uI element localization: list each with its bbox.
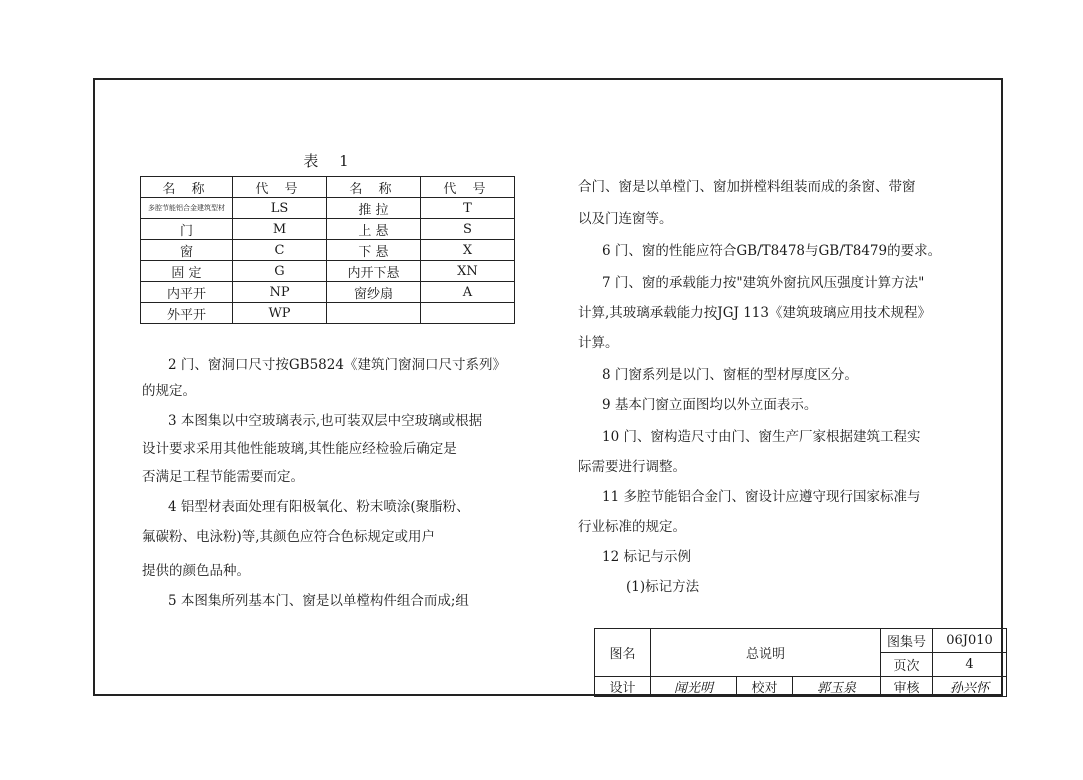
table-cell: LS: [233, 198, 327, 219]
table-row: [141, 303, 515, 324]
note-6: 6 门、窗的性能应符合GB/T8478与GB/T8479的要求。: [602, 243, 942, 259]
reviewer-label: 审核: [881, 677, 933, 697]
table-cell: 下 悬: [327, 240, 421, 261]
table-cell: 外平开: [141, 303, 233, 324]
table-cell: [327, 303, 421, 324]
note-10-line-1: 10 门、窗构造尺寸由门、窗生产厂家根据建筑工程实: [602, 429, 921, 445]
table-cell: 窗: [141, 240, 233, 261]
note-3-line-2: 设计要求采用其他性能玻璃,其性能应经检验后确定是: [142, 441, 457, 457]
note-4-line-2: 氟碳粉、电泳粉)等,其颜色应符合色标规定或用户: [142, 529, 436, 545]
table-cell: [421, 303, 515, 324]
table-cell: G: [233, 261, 327, 282]
table-cell: X: [421, 240, 515, 261]
note-2-line-1: 2 门、窗洞口尺寸按GB5824《建筑门窗洞口尺寸系列》: [168, 357, 506, 373]
table-cell: C: [233, 240, 327, 261]
table-cell: A: [421, 282, 515, 303]
note-5-line-1: 5 本图集所列基本门、窗是以单樘构件组合而成;组: [168, 593, 469, 609]
table-cell: 内平开: [141, 282, 233, 303]
reviewer-signature: 孙兴怀: [933, 677, 1007, 697]
table-cell: 窗纱扇: [327, 282, 421, 303]
table-cell: XN: [421, 261, 515, 282]
header-cell: 名 称: [141, 177, 233, 198]
atlas-number-value: 06J010: [933, 629, 1007, 653]
drawing-name-label: 图名: [595, 629, 651, 677]
table-cell: NP: [233, 282, 327, 303]
table-cell: 门: [141, 219, 233, 240]
code-table: [140, 176, 515, 324]
table-title: 表 1: [303, 152, 357, 170]
table-header-row: [141, 177, 515, 198]
designer-signature: 闻光明: [651, 677, 737, 697]
table-cell: T: [421, 198, 515, 219]
note-11-line-1: 11 多腔节能铝合金门、窗设计应遵守现行国家标准与: [602, 489, 921, 505]
note-8: 8 门窗系列是以门、窗框的型材厚度区分。: [602, 367, 858, 383]
note-9: 9 基本门窗立面图均以外立面表示。: [602, 397, 818, 413]
table-cell: 固 定: [141, 261, 233, 282]
drawing-name-value: 总说明: [651, 629, 881, 677]
checker-label: 校对: [737, 677, 793, 697]
note-7-line-2: 计算,其玻璃承载能力按JGJ 113《建筑玻璃应用技术规程》: [578, 305, 931, 321]
table-cell: 推 拉: [327, 198, 421, 219]
note-4-line-1: 4 铝型材表面处理有阳极氧化、粉末喷涂(聚脂粉、: [168, 499, 470, 515]
table-cell: M: [233, 219, 327, 240]
note-7-line-3: 计算。: [578, 335, 619, 351]
note-12: 12 标记与示例: [602, 549, 691, 565]
table-row: [141, 198, 515, 219]
table-cell: WP: [233, 303, 327, 324]
note-11-line-2: 行业标准的规定。: [578, 519, 686, 535]
table-row: [141, 219, 515, 240]
header-cell: 名 称: [327, 177, 421, 198]
table-row: [141, 240, 515, 261]
table-cell: 上 悬: [327, 219, 421, 240]
checker-signature: 郭玉泉: [793, 677, 881, 697]
note-4-line-3: 提供的颜色品种。: [142, 563, 250, 579]
table-cell: S: [421, 219, 515, 240]
note-3-line-1: 3 本图集以中空玻璃表示,也可装双层中空玻璃或根据: [168, 413, 483, 429]
note-3-line-3: 否满足工程节能需要而定。: [142, 469, 304, 485]
note-5-line-3: 以及门连窗等。: [578, 211, 673, 227]
table-row: [141, 282, 515, 303]
page-number: 4: [933, 653, 1007, 677]
note-2-line-2: 的规定。: [142, 383, 196, 399]
title-block: [594, 628, 1007, 697]
table-row: [141, 261, 515, 282]
note-12-item-1: (1)标记方法: [626, 579, 700, 595]
atlas-number-label: 图集号: [881, 629, 933, 653]
note-10-line-2: 际需要进行调整。: [578, 459, 686, 475]
header-cell: 代 号: [421, 177, 515, 198]
page-label: 页次: [881, 653, 933, 677]
table-cell: 内开下悬: [327, 261, 421, 282]
header-cell: 代 号: [233, 177, 327, 198]
note-5-line-2: 合门、窗是以单樘门、窗加拼樘料组装而成的条窗、带窗: [578, 179, 916, 195]
table-cell: 多腔节能铝合金建筑型材: [141, 198, 233, 219]
note-7-line-1: 7 门、窗的承载能力按"建筑外窗抗风压强度计算方法": [602, 275, 925, 291]
designer-label: 设计: [595, 677, 651, 697]
